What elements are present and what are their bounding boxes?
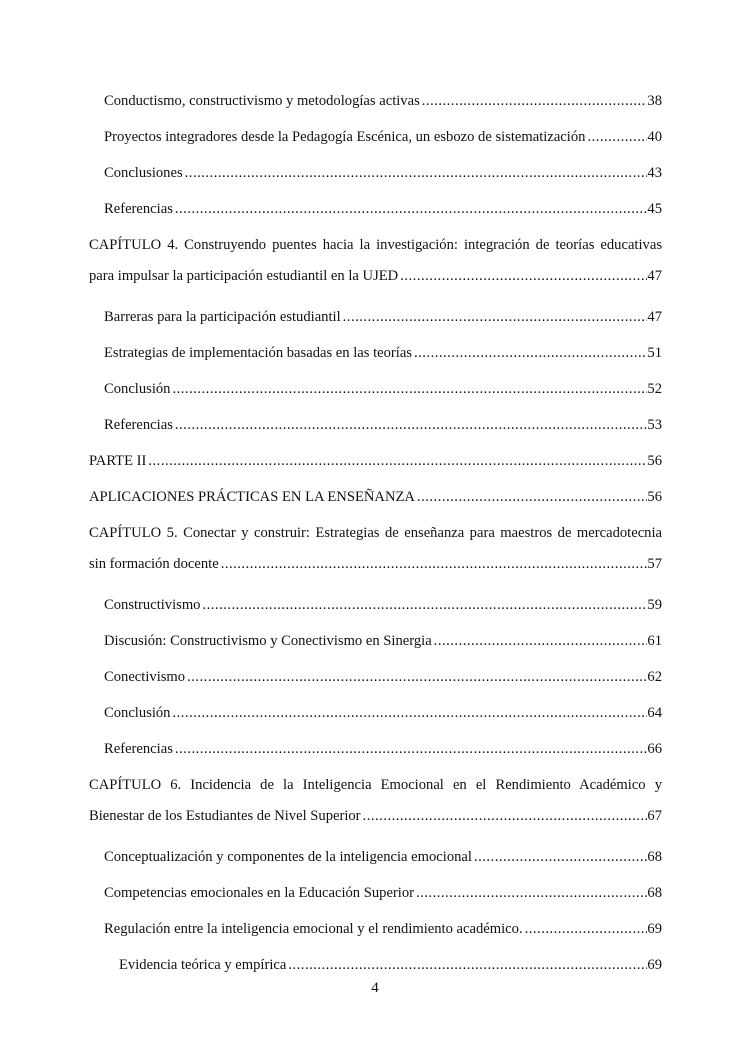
toc-entry-title-line1: CAPÍTULO 6. Incidencia de la Inteligencia Emocional en el Rendimiento Académico y [89,777,662,793]
dot-leader [432,628,648,654]
toc-entry-title: Proyectos integradores desde la Pedagogía Escénica, un esbozo de sistematización [104,129,586,145]
toc-part-entry[interactable] [89,482,662,518]
toc-chapter-entry[interactable] [89,770,662,842]
dot-leader [173,196,648,222]
toc-entry-page: 66 [647,741,662,757]
toc-entry[interactable] [89,302,662,338]
toc-entry-title: Conclusión [104,381,171,397]
dot-leader [412,340,647,366]
toc-entry-title-line1: CAPÍTULO 4. Construyendo puentes hacia la investigación: integración de teorías educativas [89,237,662,253]
toc-entry-page: 52 [647,381,662,397]
toc-entry-title: Constructivismo [104,597,201,613]
dot-leader [183,160,648,186]
toc-entry-title: Evidencia teórica y empírica [119,957,287,973]
toc-entry-page: 68 [647,885,662,901]
toc-entry-page: 47 [647,309,662,325]
toc-entry-page: 45 [647,201,662,217]
toc-entry-page: 59 [647,597,662,613]
toc-entry-title: Conclusiones [104,165,183,181]
toc-entry-title: Bienestar de los Estudiantes de Nivel Superior [89,808,361,824]
toc-entry-page: 69 [647,921,662,937]
toc-entry[interactable] [89,86,662,122]
toc-entry-title: Referencias [104,417,173,433]
toc-entry-page: 38 [647,93,662,109]
toc-entry[interactable] [89,374,662,410]
dot-leader [341,304,648,330]
toc-entry-title: APLICACIONES PRÁCTICAS EN LA ENSEÑANZA [89,489,415,505]
toc-entry[interactable] [89,842,662,878]
dot-leader [219,551,648,577]
dot-leader [414,880,647,906]
toc-entry-title: Conceptualización y componentes de la inteligencia emocional [104,849,472,865]
dot-leader [185,664,647,690]
toc-entry-title: Discusión: Constructivismo y Conectivismo en Sinergia [104,633,432,649]
toc-entry-title: PARTE II [89,453,147,469]
toc-chapter-entry[interactable] [89,230,662,302]
toc-entry[interactable] [89,662,662,698]
dot-leader [170,700,647,726]
toc-entry-title: Conclusión [104,705,171,721]
toc-entry[interactable] [89,878,662,914]
toc-entry-page: 40 [647,129,662,145]
toc-entry[interactable] [89,590,662,626]
dot-leader [286,952,647,978]
dot-leader [146,448,647,474]
toc-entry-page: 67 [647,808,662,824]
dot-leader [361,803,648,829]
toc-entry-title: Competencias emocionales en la Educación Superior [104,885,415,901]
toc-entry[interactable] [89,158,662,194]
toc-entry[interactable] [89,626,662,662]
toc-chapter-entry[interactable] [89,518,662,590]
toc-entry-page: 56 [647,489,662,505]
dot-leader [415,484,647,510]
toc-entry-title: Regulación entre la inteligencia emocional y el rendimiento académico. [104,921,523,937]
toc-entry-title-line1: CAPÍTULO 5. Conectar y construir: Estrategias de enseñanza para maestros de mercadotecnia [89,525,662,541]
dot-leader [398,263,647,289]
toc-entry-page: 64 [647,705,662,721]
dot-leader [173,412,648,438]
toc-entry-page: 47 [647,268,662,284]
toc-entry[interactable] [89,122,662,158]
toc-entry[interactable] [89,410,662,446]
toc-entry[interactable] [89,338,662,374]
toc-entry[interactable] [89,194,662,230]
toc-entry[interactable] [89,734,662,770]
dot-leader [200,592,647,618]
table-of-contents [89,86,662,986]
toc-entry-page: 53 [647,417,662,433]
toc-entry-page: 68 [647,849,662,865]
toc-entry-page: 43 [647,165,662,181]
toc-entry-page: 51 [647,345,662,361]
dot-leader [585,124,647,150]
dot-leader [170,376,647,402]
toc-entry-title: Barreras para la participación estudiantil [104,309,341,325]
page-number: 4 [371,980,379,996]
toc-entry-page: 62 [647,669,662,685]
toc-entry-title: para impulsar la participación estudiantil en la UJED [89,268,399,284]
toc-entry-page: 56 [647,453,662,469]
toc-entry-page: 69 [647,957,662,973]
toc-entry[interactable] [89,698,662,734]
dot-leader [173,736,648,762]
toc-entry-page: 61 [647,633,662,649]
toc-entry-title: sin formación docente [89,556,219,572]
toc-entry-title: Conductismo, constructivismo y metodologías activas [104,93,420,109]
toc-part-entry[interactable] [89,446,662,482]
toc-entry-title: Referencias [104,201,173,217]
dot-leader [472,844,647,870]
toc-entry-title: Conectivismo [104,669,186,685]
dot-leader [523,916,648,942]
toc-entry-page: 57 [647,556,662,572]
toc-entry[interactable] [89,914,662,950]
dot-leader [420,88,648,114]
toc-entry-title: Referencias [104,741,173,757]
toc-entry-title: Estrategias de implementación basadas en las teorías [104,345,412,361]
